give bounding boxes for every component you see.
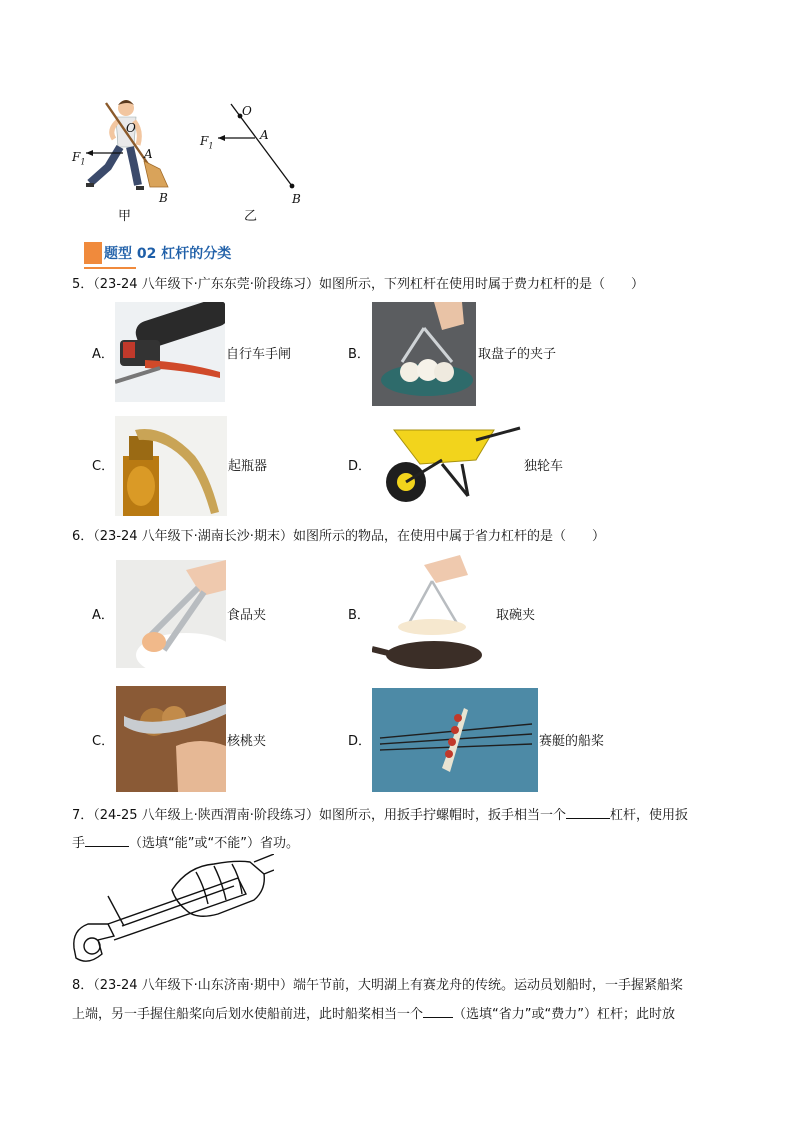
wrench-hand-drawing [68, 854, 274, 970]
label-b: B [292, 192, 301, 206]
q5-option-b-image [372, 302, 476, 406]
q8-blank-1 [423, 1004, 453, 1018]
q6-option-d-image [372, 688, 538, 792]
q7-blank-2 [85, 833, 129, 847]
q7-line2-text-a: 手 [72, 836, 86, 851]
q5-option-d-caption: 独轮车 [524, 459, 564, 474]
q8-line2 [72, 1004, 675, 1024]
q5-option-d-image [372, 420, 524, 506]
q7-line1-text-b: 杠杆，使用扳 [609, 808, 688, 823]
q6-option-a-caption: 食品夹 [227, 608, 267, 623]
q7-line2 [72, 833, 299, 853]
q7-line1-text-a: 7．（24-25 八年级上·陕西渭南·阶段练习）如图所示，用扳手拧螺帽时，扳手相当一个 [72, 808, 566, 823]
label-a: A [260, 128, 269, 142]
q6-option-d-letter: D． [348, 734, 372, 749]
q5-option-c-caption: 起瓶器 [228, 459, 268, 474]
section-title: 题型 02 杠杆的分类 [104, 246, 232, 262]
section-accent-block [84, 242, 102, 264]
label-f1: $F_1$ [72, 150, 86, 167]
figure-jia [68, 95, 178, 210]
q5-option-a-image [115, 302, 225, 402]
figure-yi [196, 98, 306, 208]
q5-option-c-letter: C． [92, 459, 115, 474]
q8-line2-text-a: 上端，另一手握住船桨向后划水使船前进，此时船桨相当一个 [72, 1007, 424, 1022]
q5-option-b-letter: B． [348, 347, 370, 362]
q6-option-c-letter: C． [92, 734, 115, 749]
figure-yi-label: 乙 [244, 209, 258, 224]
q5-option-b-caption: 取盘子的夹子 [478, 347, 557, 362]
q8-line2-text-b: （选填“省力”或“费力”）杠杆；此时放 [453, 1007, 675, 1022]
q6-option-a-image [116, 560, 226, 668]
q5-option-a-letter: A． [92, 347, 114, 362]
q7-blank-1 [566, 805, 610, 819]
q6-option-d-caption: 赛艇的船桨 [539, 734, 605, 749]
label-o: O [126, 121, 136, 135]
section-underline [84, 267, 136, 269]
q5-option-a-caption: 自行车手闸 [226, 347, 292, 362]
q6-option-c-caption: 核桃夹 [227, 734, 267, 749]
q8-line1: 8．（23-24 八年级下·山东济南·期中）端午节前，大明湖上有赛龙舟的传统。运动员划船时，一手握紧船桨 [72, 978, 683, 993]
label-f1: $F_1$ [200, 134, 214, 151]
q6-option-a-letter: A． [92, 608, 114, 623]
q5-stem: 5．（23-24 八年级下·广东东莞·阶段练习）如图所示，下列杠杆在使用时属于费力杠杆的是（ ） [72, 277, 644, 292]
figure-jia-label: 甲 [118, 209, 132, 224]
q6-option-b-caption: 取碗夹 [496, 608, 536, 623]
q6-option-b-letter: B． [348, 608, 370, 623]
label-b: B [159, 191, 168, 205]
q5-option-c-image [115, 416, 227, 516]
q6-option-b-image [372, 555, 482, 675]
label-o: O [242, 104, 252, 118]
label-a: A [144, 147, 153, 161]
q7-line2-text-b: （选填“能”或“不能”）省功。 [129, 836, 299, 851]
section-heading [84, 240, 244, 270]
q6-option-c-image [116, 686, 226, 792]
q7-line1 [72, 805, 688, 825]
q6-stem: 6．（23-24 八年级下·湖南长沙·期末）如图所示的物品，在使用中属于省力杠杆的是（ ） [72, 529, 605, 544]
q7-wrench-figure [68, 854, 274, 970]
q5-option-d-letter: D． [348, 459, 372, 474]
